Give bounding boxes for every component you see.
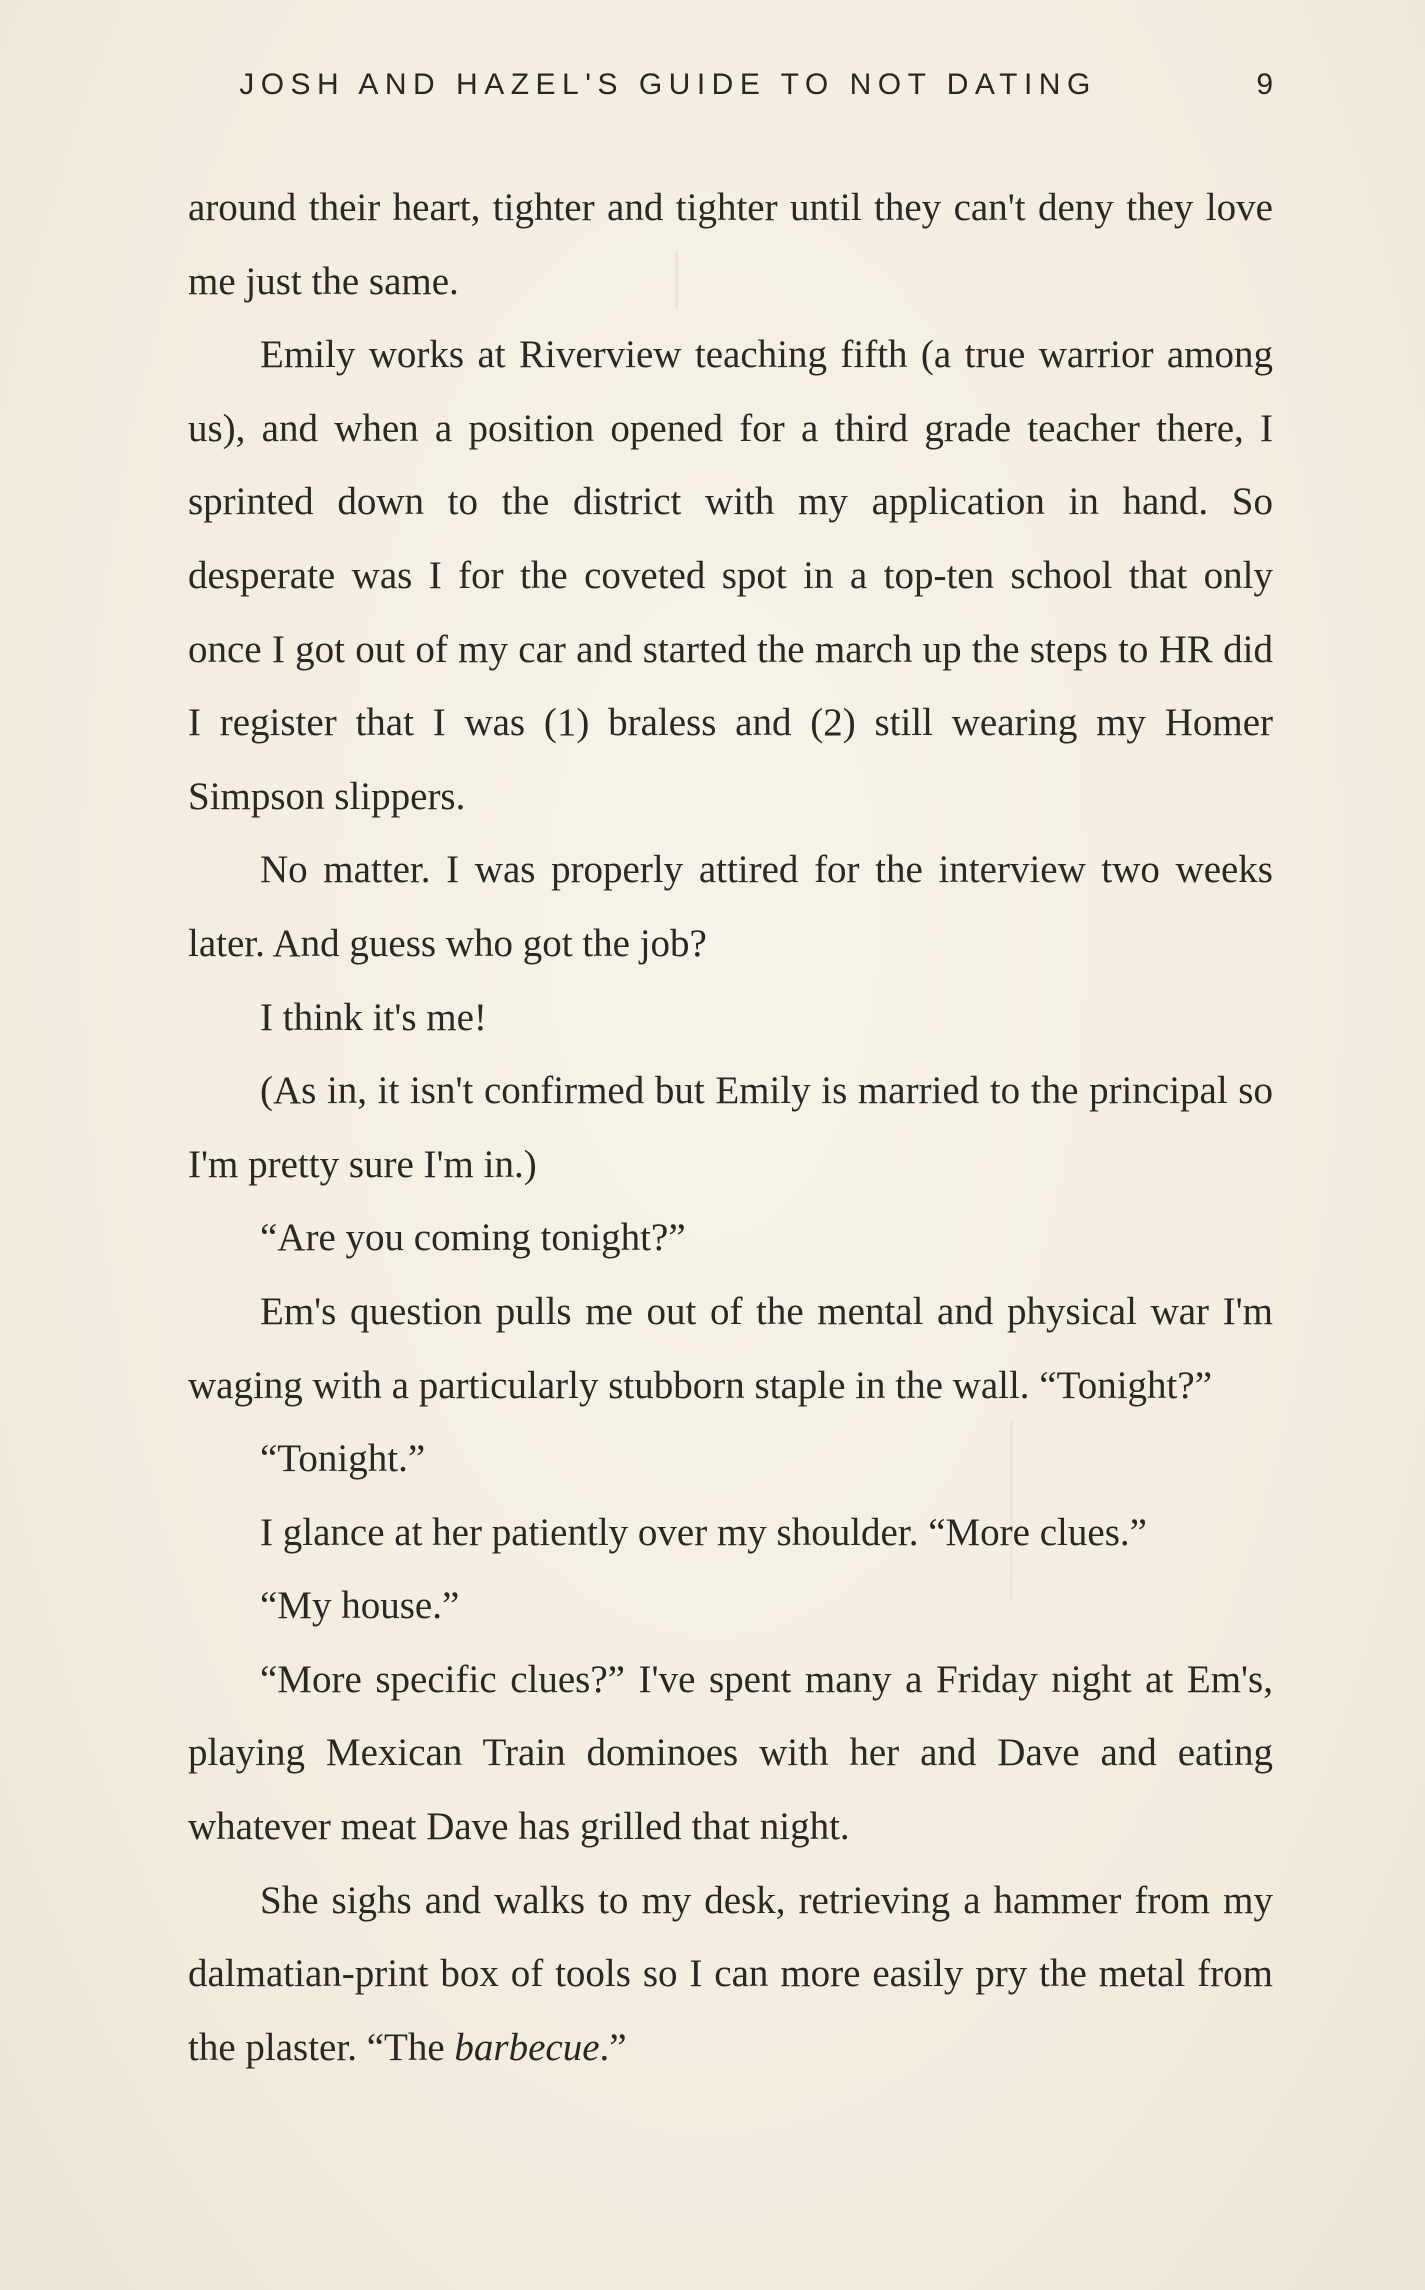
- page-number: 9: [1256, 68, 1273, 101]
- page-header: [188, 68, 1273, 108]
- paragraph: around their heart, tighter and tighter until they can't deny they love me just the same.: [188, 186, 1273, 303]
- paragraph: Em's question pulls me out of the mental and physical war I'm waging with a particularly stubborn staple in the wall. “Tonight?”: [188, 1289, 1273, 1407]
- paragraph: “Are you coming tonight?”: [260, 1216, 686, 1260]
- paragraph-text: She sighs and walks to my desk, retrieving a hammer from my dalmatian-print box of tools so I can more easily pry the metal from the plaster. “The: [188, 1878, 1273, 2069]
- running-title: JOSH AND HAZEL'S GUIDE TO NOT DATING: [239, 68, 1097, 101]
- paragraph: No matter. I was properly attired for the interview two weeks later. And guess who got the job?: [188, 848, 1273, 965]
- italic-text: barbecue: [454, 2025, 600, 2069]
- paragraph: I think it's me!: [260, 995, 487, 1039]
- paragraph: (As in, it isn't confirmed but Emily is married to the principal so I'm pretty sure I'm in.): [188, 1069, 1273, 1186]
- paragraph: I glance at her patiently over my shoulder. “More clues.”: [260, 1510, 1147, 1554]
- paragraph: “More specific clues?” I've spent many a Friday night at Em's, playing Mexican Train dominoes with her and Dave and eating whatever meat Dave has grilled that night.: [188, 1657, 1273, 1849]
- paragraph: “Tonight.”: [260, 1437, 426, 1481]
- paragraph: Emily works at Riverview teaching fifth (a true warrior among us), and when a position opened for a third grade teacher there, I sprinted down to the district with my application in hand. So desperate was I for the coveted spot in a top-ten school that only once I got out of my car and started the march up the steps to HR did I register that I was (1) braless and (2) still wearing my Homer Simpson slippers.: [188, 333, 1273, 818]
- paragraph: “My house.”: [260, 1584, 460, 1628]
- paragraph-text: .”: [599, 2025, 627, 2069]
- paragraph: [188, 1864, 1273, 2085]
- body-text: [188, 171, 1273, 2084]
